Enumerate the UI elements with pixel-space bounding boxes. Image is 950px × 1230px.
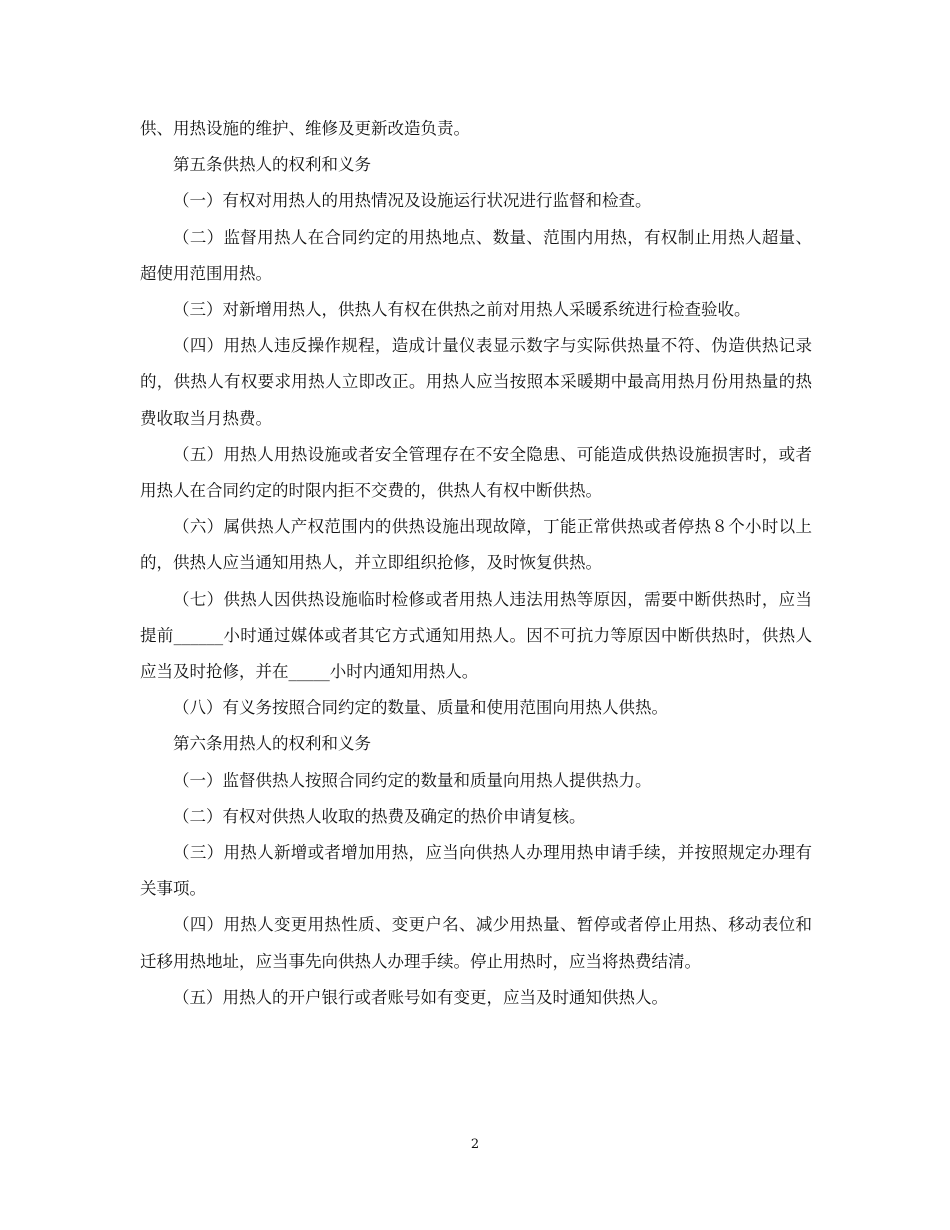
clause-5-5: （五）用热人用热设施或者安全管理存在不安全隐患、可能造成供热设施损害时，或者用热人在合同约定的时限内拒不交费的，供热人有权中断供热。	[140, 444, 812, 501]
document-body	[140, 111, 812, 1016]
article-heading-5: 第五条供热人的权利和义务	[173, 155, 371, 175]
clause-5-3: （三）对新增用热人，供热人有权在供热之前对用热人采暖系统进行检查验收。	[173, 300, 751, 320]
clause-5-8: （八）有义务按照合同约定的数量、质量和使用范围向用热人供热。	[173, 698, 668, 718]
clause-5-4: （四）用热人违反操作规程，造成计量仪表显示数字与实际供热量不符、伪造供热记录的，供热人有权要求用热人立即改正。用热人应当按照本采暖期中最高用热月份用热量的热费收取当月热费。	[140, 336, 812, 428]
page-number: 2	[470, 1137, 480, 1152]
clause-6-1: （一）监督供热人按照合同约定的数量和质量向用热人提供热力。	[173, 770, 652, 790]
clause-5-1: （一）有权对用热人的用热情况及设施运行状况进行监督和检查。	[173, 191, 652, 211]
clause-6-4: （四）用热人变更用热性质、变更户名、减少用热量、暂停或者停止用热、移动表位和迁移用热地址，应当事先向供热人办理手续。停止用热时，应当将热费结清。	[140, 915, 812, 971]
clause-6-2: （二）有权对供热人收取的热费及确定的热价申请复核。	[173, 806, 586, 826]
clause-5-7: （七）供热人因供热设施临时检修或者用热人违法用热等原因，需要中断供热时，应当提前______小时通过媒体或者其它方式通知用热人。因不可抗力等原因中断供热时，供热人应当及时抢修，并在_____小时内通知用热人。	[140, 589, 812, 682]
clause-5-2: （二）监督用热人在合同约定的用热地点、数量、范围内用热，有权制止用热人超量、超使用范围用热。	[140, 227, 812, 283]
clause-6-3: （三）用热人新增或者增加用热，应当向供热人办理用热申请手续，并按照规定办理有关事项。	[140, 843, 812, 899]
article-heading-6: 第六条用热人的权利和义务	[173, 734, 371, 754]
clause-5-6: （六）属供热人产权范围内的供热设施出现故障，丁能正常供热或者停热８个小时以上的，供热人应当通知用热人，并立即组织抢修，及时恢复供热。	[140, 517, 812, 573]
clause-6-5: （五）用热人的开户银行或者账号如有变更，应当及时通知供热人。	[173, 987, 668, 1007]
paragraph-continuation: 供、用热设施的维护、维修及更新改造负责。	[140, 119, 470, 138]
